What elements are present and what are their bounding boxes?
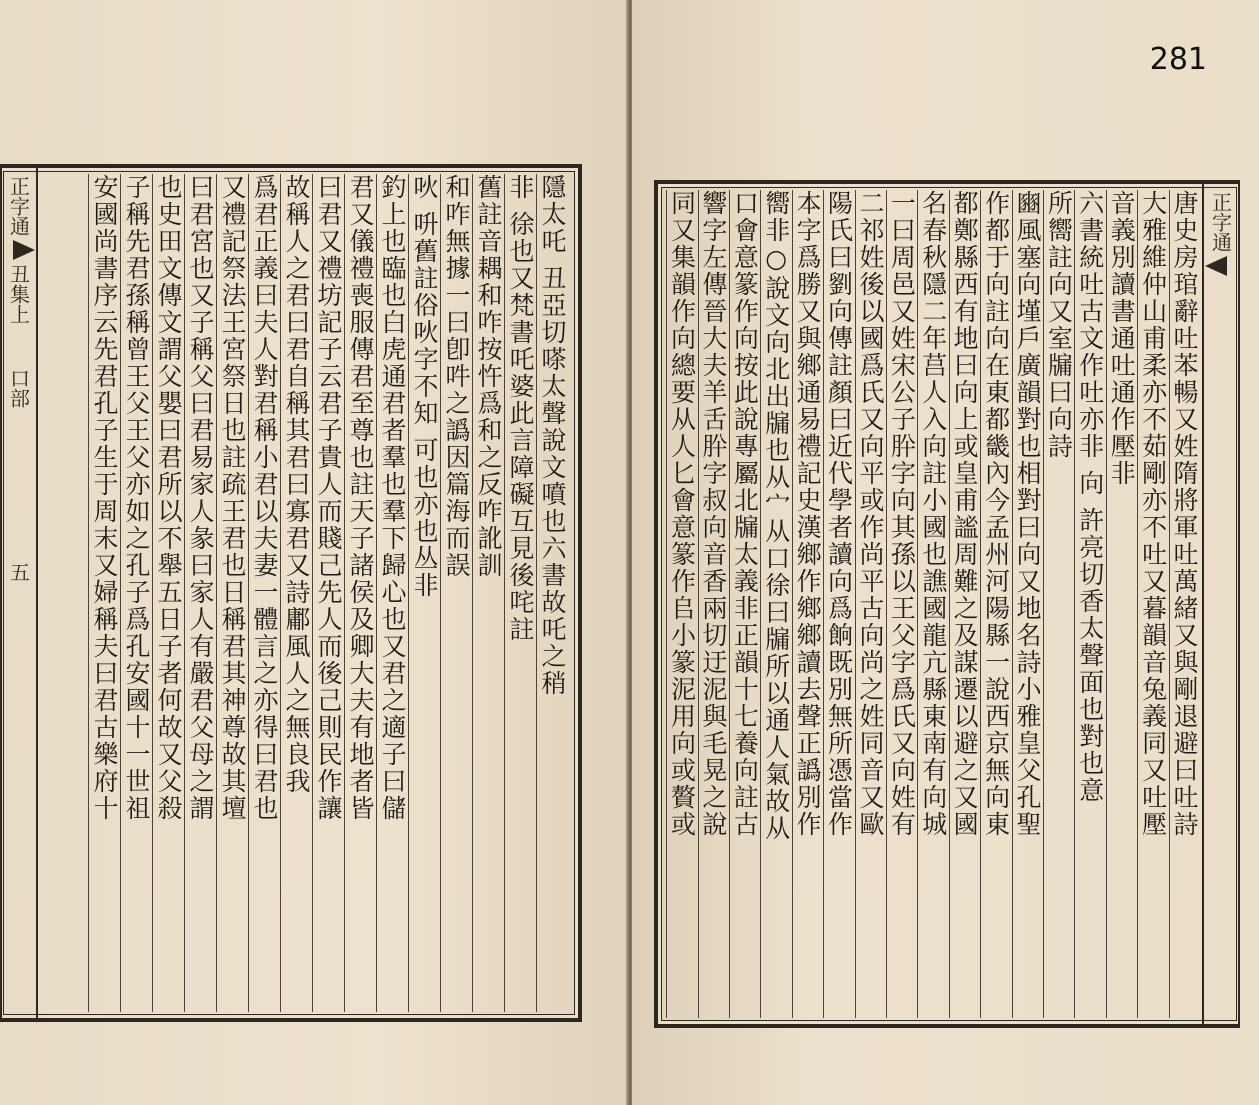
text-column: 釣上也臨也白虎通君者羣也羣下歸心也又君之適子曰儲 — [376, 174, 408, 1012]
text-column: 故稱人之君曰君自稱其君曰寡君又詩鄘風人之無良我 — [280, 174, 312, 1012]
text-column: 二祁姓後以國爲氏又向平或作尚平古向尚之姓同音又歐 — [855, 190, 886, 1018]
text-column: 大雅維仲山甫柔亦不茹剛亦不吐又暮韻音兔義同又吐壓 — [1137, 190, 1168, 1018]
text-column: 一曰周邑又姓宋公子肸字向其孫以王父字爲氏又向姓有 — [886, 190, 917, 1018]
text-column: 爲君正義曰夫人對君稱小君以夫妻一體言之亦得曰君也 — [248, 174, 280, 1012]
left-page-frame — [0, 164, 582, 1022]
text-column: 都鄭縣西有地曰向上或皇甫謐周難之及謀遷以避之又國 — [949, 190, 980, 1018]
right-page-frame — [654, 180, 1240, 1028]
text-column: 口會意篆作向按此說專屬北牖太義非正韻十七養向註古 — [729, 190, 760, 1018]
text-column: 六書統吐古文作吐亦非 向 許亮切香太聲面也對也意 — [1074, 190, 1105, 1018]
text-column: 舊註音耦和咋按忤爲和之反咋訛訓 — [472, 174, 504, 1012]
text-column: 吙 呏舊註俗吙字不知 可也亦也丛非 — [408, 174, 440, 1012]
left-page — [0, 0, 628, 1105]
text-column: 君又儀禮喪服傳君至尊也註天子諸侯及卿大夫有地者皆 — [344, 174, 376, 1012]
text-column: 嚮非○說文向北出牖也从宀从口徐曰牖所以通人氣故从 — [760, 190, 791, 1018]
fish-tail-mark — [1205, 256, 1227, 276]
page-number: 281 — [1149, 42, 1207, 77]
text-column: 名春秋隱二年莒人入向註小國也譙國龍亢縣東南有向城 — [917, 190, 948, 1018]
text-column: 陽氏曰劉向傳註顏曰近代學者讀向爲餉既別無所憑當作 — [823, 190, 854, 1018]
banner-radical: 口部 — [6, 368, 31, 408]
fish-tail-mark — [13, 240, 35, 260]
text-column: 同又集韻作向總要从人匕會意篆作𠂤小篆泥用向或贅或 — [666, 190, 697, 1018]
banner-title: 正字通 — [1208, 192, 1233, 252]
text-column: 曰君又禮坊記子云君子貴人而賤己先人而後己則民作讓 — [312, 174, 344, 1012]
banner-section: 丑集上 — [6, 264, 31, 324]
right-page — [632, 0, 1259, 1105]
text-column: 音義別讀書通吐通作壓非 — [1106, 190, 1137, 1018]
text-column: 隱太吒 丑亞切嗏太聲說文噴也六書故吒之稍 — [536, 174, 568, 1012]
right-page-banner — [1202, 184, 1240, 1024]
right-text-columns — [666, 190, 1200, 1018]
text-column: 所嚮註向又室牖曰向詩 — [1043, 190, 1074, 1018]
text-column: 和咋無據一曰卽吽之譌因篇海而誤 — [440, 174, 472, 1012]
banner-title: 正字通 — [6, 176, 31, 236]
text-column: 本字爲勝又與鄉通易禮記史漢鄉作鄉鄉讀去聲正譌別作 — [792, 190, 823, 1018]
text-column: 非 徐也又梵書吒婆此言障礙互見後咤註 — [504, 174, 536, 1012]
text-column: 作都于向註向在東都畿內今孟州河陽縣一說西京無向東 — [980, 190, 1011, 1018]
text-column: 安國尚書序云先君孔子生于周末又婦稱夫曰君古樂府十 — [88, 174, 120, 1012]
banner-leaf-number: 五 — [6, 562, 31, 582]
text-column: 響字左傳晉大夫羊舌肸字叔向音香兩切迂泥與毛晃之說 — [698, 190, 729, 1018]
left-page-banner — [0, 168, 38, 1018]
text-column: 豳風塞向墐戶廣韻對也相對曰向又地名詩小雅皇父孔聖 — [1012, 190, 1043, 1018]
text-column: 曰君宮也又子稱父曰君易家人彖曰家人有嚴君父母之謂 — [184, 174, 216, 1012]
text-column: 又禮記祭法王宮祭日也註疏王君也日稱君其神尊故其壇 — [216, 174, 248, 1012]
text-column: 唐史房琯辭吐苯暢又姓隋將軍吐萬緒又與剛退避曰吐詩 — [1169, 190, 1200, 1018]
text-column: 也史田文傳文謂父嬰曰君所以不舉五日子者何故又父殺 — [152, 174, 184, 1012]
left-text-columns — [40, 174, 568, 1012]
text-column: 子稱先君孫稱曾王父王父亦如之孔子爲孔安國十一世祖 — [120, 174, 152, 1012]
